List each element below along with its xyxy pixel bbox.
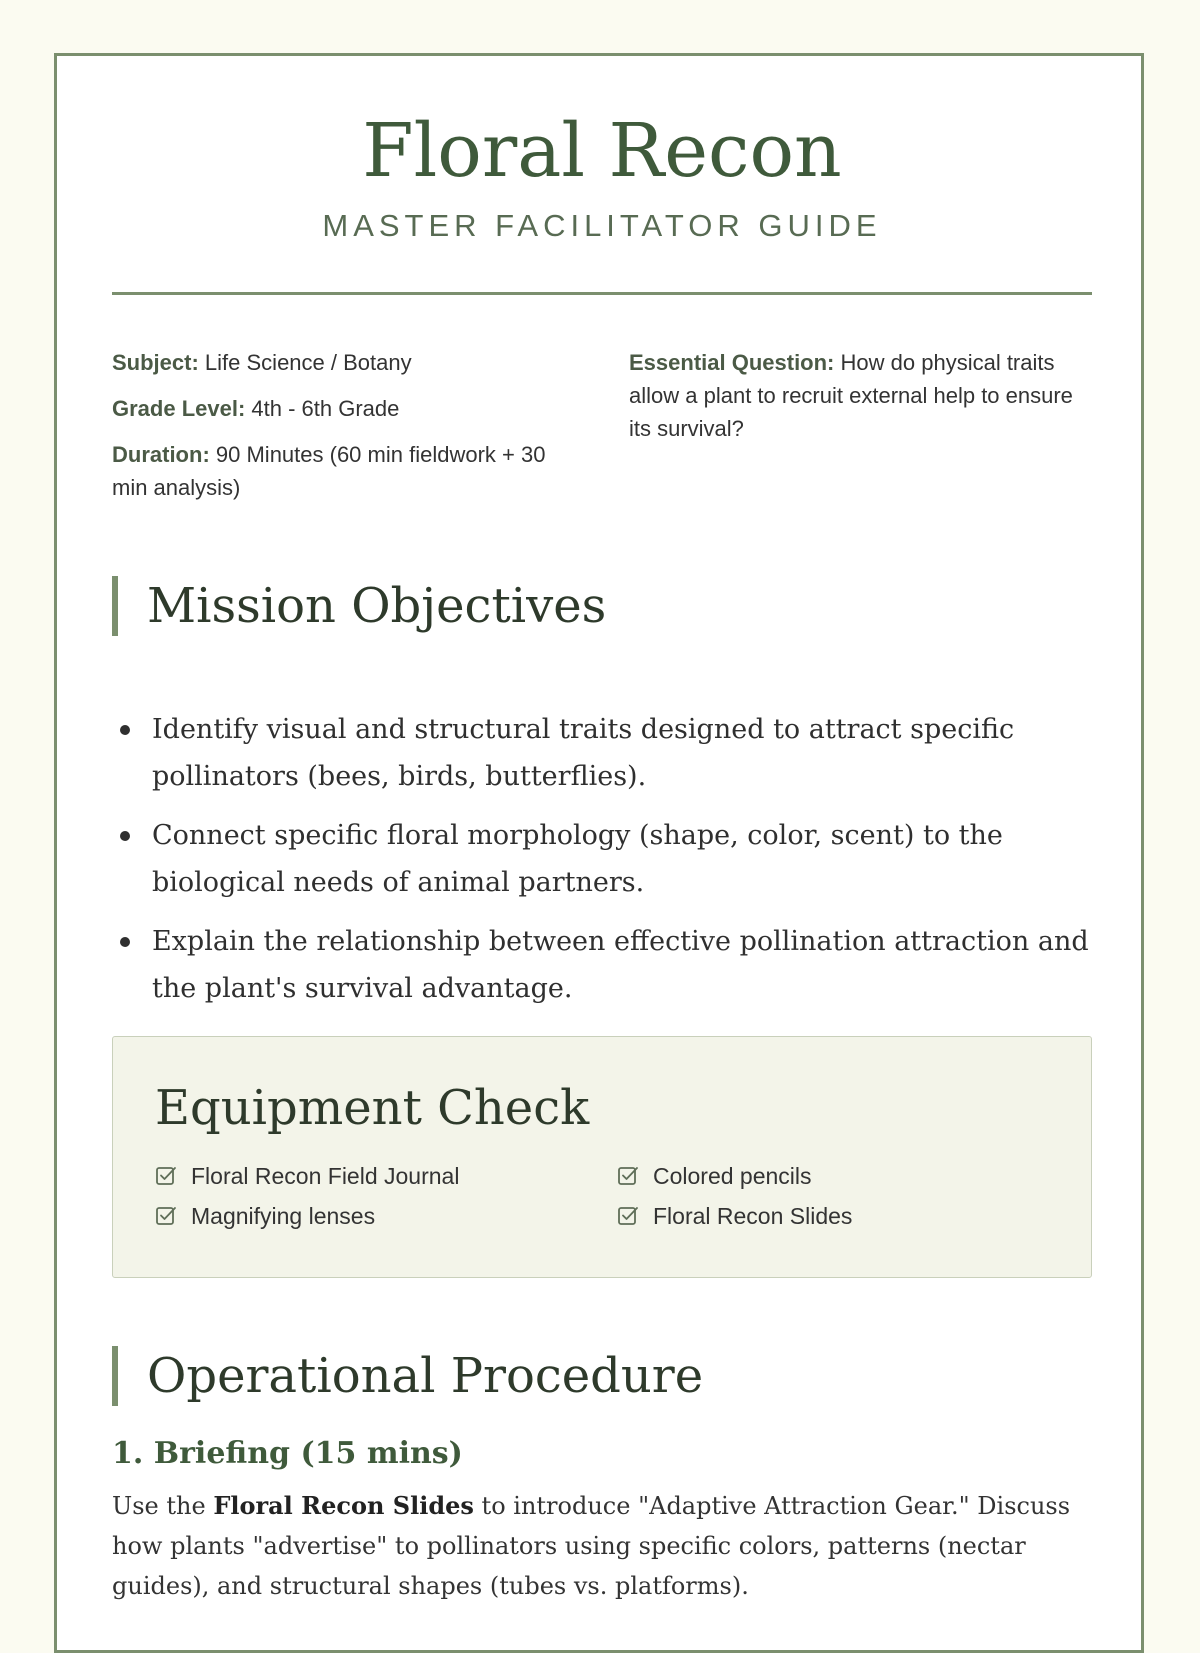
procedure-heading: Operational Procedure: [112, 1346, 1092, 1406]
meta-subject-label: Subject:: [112, 350, 199, 375]
equipment-item: [155, 1161, 459, 1191]
meta-duration-label: Duration:: [112, 442, 210, 467]
checkbox-checked-icon: [617, 1205, 639, 1227]
procedure-text-part: Use the: [112, 1492, 214, 1520]
meta-grade-label: Grade Level:: [112, 396, 246, 421]
checkbox-checked-icon: [155, 1205, 177, 1227]
meta-subject-value: Life Science / Botany: [204, 350, 412, 375]
meta-grade-value: 4th - 6th Grade: [251, 396, 400, 421]
bullet-icon: [120, 831, 130, 841]
equipment-item-label: Magnifying lenses: [191, 1203, 376, 1229]
meta-question-value: How do physical traits allow a plant to recruit external help to ensure its survival?: [629, 350, 1073, 441]
meta-essential-question: [629, 346, 1092, 445]
meta-question-label: Essential Question:: [629, 350, 835, 375]
objective-text: Explain the relationship between effective pollination attraction and the plant's survival advantage.: [152, 926, 1089, 1004]
equipment-heading: Equipment Check: [155, 1080, 590, 1136]
equipment-item: [155, 1201, 375, 1231]
list-item: [112, 918, 1092, 1012]
guide-page: [54, 53, 1144, 1653]
meta-duration: [112, 438, 582, 504]
list-item: [112, 812, 1092, 906]
objective-text: Identify visual and structural traits designed to attract specific pollinators (bees, birds, butterflies).: [152, 714, 1015, 792]
procedure-step-title: 1. Briefing (15 mins): [112, 1436, 463, 1471]
equipment-item-label: Floral Recon Field Journal: [191, 1163, 460, 1189]
page-title: Floral Recon: [362, 108, 842, 194]
bullet-icon: [120, 937, 130, 947]
equipment-item: [617, 1201, 852, 1231]
procedure-step-text: [112, 1486, 1092, 1606]
lesson-meta-left: [112, 346, 582, 517]
title-divider: [112, 292, 1092, 295]
checkbox-checked-icon: [617, 1165, 639, 1187]
objectives-list: [112, 706, 1092, 1024]
equipment-panel: [112, 1036, 1092, 1278]
bullet-icon: [120, 725, 130, 735]
objectives-heading: Mission Objectives: [112, 576, 1092, 636]
page-subtitle: MASTER FACILITATOR GUIDE: [322, 208, 882, 243]
lesson-meta-right: [629, 346, 1092, 458]
objective-text: Connect specific floral morphology (shape, color, scent) to the biological needs of animal partners.: [152, 820, 1003, 898]
equipment-item: [617, 1161, 812, 1191]
meta-subject: [112, 346, 582, 379]
equipment-item-label: Floral Recon Slides: [653, 1203, 853, 1229]
meta-grade: [112, 392, 582, 425]
procedure-text-emphasis: Floral Recon Slides: [213, 1491, 474, 1520]
list-item: [112, 706, 1092, 800]
equipment-item-label: Colored pencils: [653, 1163, 812, 1189]
procedure-text-part: to introduce "Adaptive Attraction Gear." Discuss how plants "advertise" to pollinators using specific colors, patterns (nectar guides), and structural shapes (tubes vs. platforms).: [112, 1492, 1071, 1600]
meta-duration-value: 90 Minutes (60 min fieldwork + 30 min analysis): [112, 442, 546, 500]
checkbox-checked-icon: [155, 1165, 177, 1187]
